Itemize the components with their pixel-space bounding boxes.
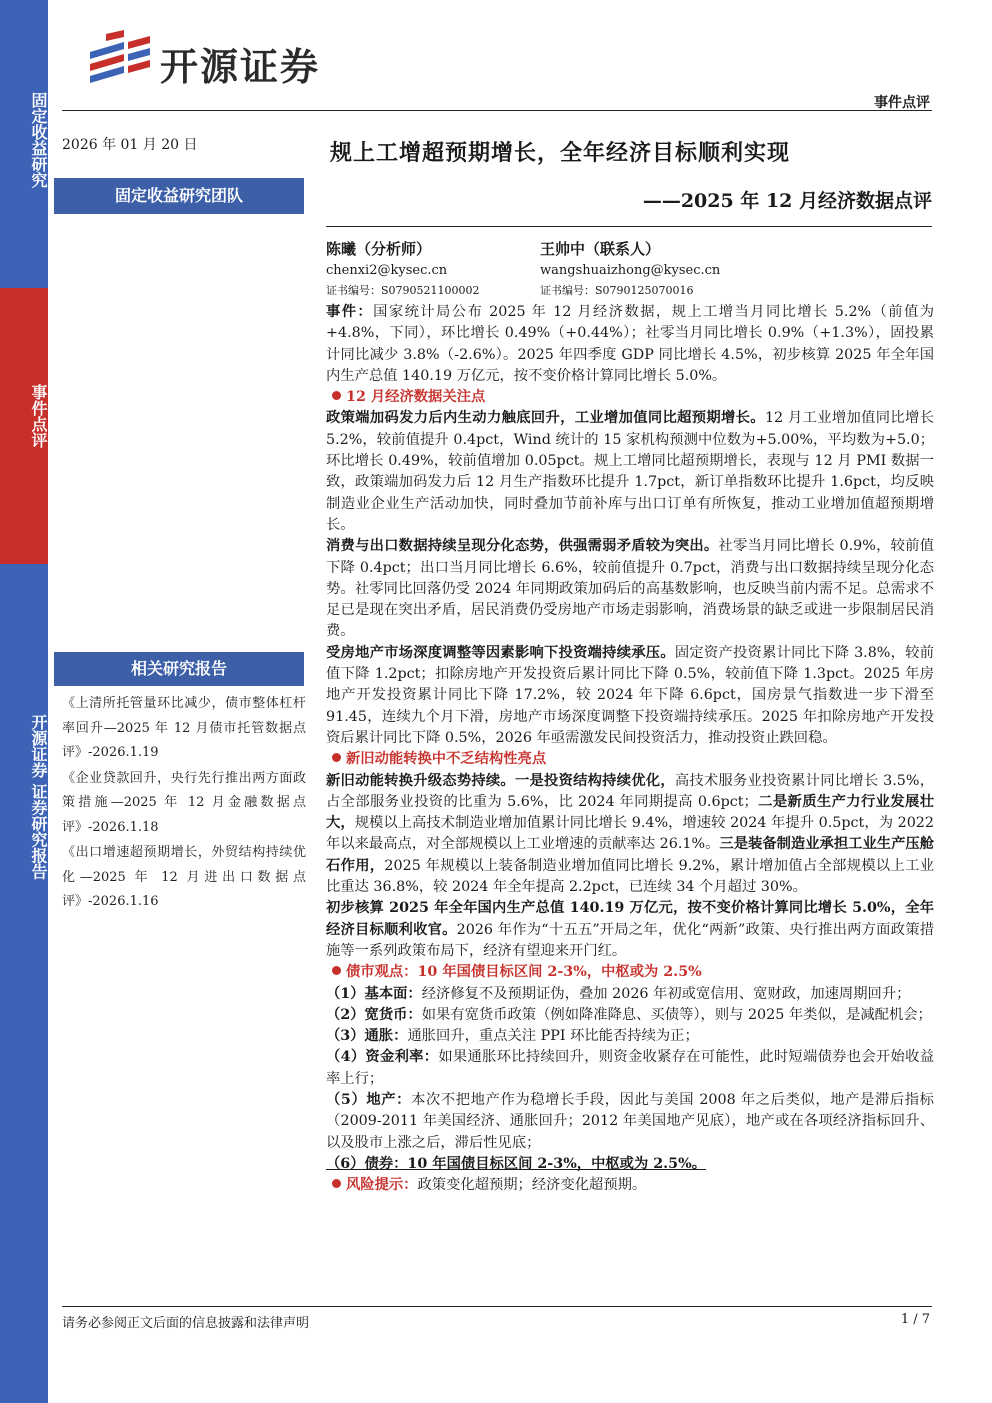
bullet-icon [332,966,341,975]
related-list [62,692,306,916]
related-heading: 相关研究报告 [54,652,304,686]
brand-name: 开源证券 [160,45,321,89]
section-title: 12 月经济数据关注点 [346,389,486,406]
paragraph-text: 高技术服务业投资累计同比增长 3.5%，占全部服务业投资的比重为 5.6%，比 2024 年同期提高 0.6pct； [326,772,934,810]
paragraph-lead: 新旧动能转换升级态势持续。一是投资结构持续优化， [326,772,675,789]
author-cert: 证书编号：S0790125070016 [540,284,694,297]
related-item[interactable]: 《上清所托管量环比减少，债市整体杠杆率回升—2025 年 12 月债市托管数据点评》-2026.1.19 [62,696,306,760]
view-label: （2）宽货币： [326,1006,422,1023]
view-label: （5）地产： [326,1091,412,1108]
author-cert: 证书编号：S0790521100002 [326,284,480,297]
report-type: 事件点评 [874,95,930,111]
bullet-icon [332,1179,341,1188]
report-subtitle: ——2025 年 12 月经济数据点评 [642,190,932,212]
section-heading [326,962,934,983]
brand-logo [84,30,384,88]
view-item [326,984,934,1005]
sidebar-label-top: 固定收益研究 [29,92,48,188]
paragraph-lead: 初步核算 2025 年全年国内生产总值 140.19 万亿元，按不变价格计算同比增长 5.0%，全年经济目标顺利收官。 [326,900,934,938]
paragraph-text: 固定资产投资累计同比下降 3.8%，较前值下降 1.2pct；扣除房地产开发投资后累计同比下降 0.5%，较前值下降 1.3pct。2025 年房地产开发投资累计同比下降 17.2%，较 2024 年下降 6.6pct，国房景气指数进一步下滑至 91.45，连续九个月下滑，房地产市场深度调整下投资端持续承压。2025 年扣除房地产开发投资后累计同比下降 0.5%，2026 年亟需激发民间投资活力，推动投资止跌回稳。 [326,644,934,746]
report-date: 2026 年 01 月 20 日 [62,137,198,153]
view-text: 本次不把地产作为稳增长手段，因此与美国 2008 年之后类似，地产是滞后指标（2009-2011 年美国经济、通胀回升；2012 年美国地产见底），地产或在各项经济指标回升、以及股市上涨之后，滞后性见底； [326,1091,934,1151]
view-label: （1）基本面： [326,985,422,1002]
view-item [326,1005,934,1026]
sidebar [0,0,48,1403]
section-title: 新旧动能转换中不乏结构性亮点 [346,751,547,768]
paragraph [326,898,934,962]
team-label: 固定收益研究团队 [54,178,304,214]
author-card [540,238,760,300]
risk-text: 政策变化超预期；经济变化超预期。 [417,1177,647,1194]
paragraph-text: 2026 年作为“十五五”开局之年，优化“两新”政策、央行推出两方面政策措施等一系列政策布局下，经济有望迎来开门红。 [326,921,935,959]
paragraph [326,536,934,642]
risk-paragraph [326,1175,934,1196]
paragraph-lead: 三是装备制造业承担工业生产压舱石作用， [326,836,935,874]
view-conclusion: （6）债券：10 年国债目标区间 2-3%，中枢或为 2.5%。 [326,1155,706,1172]
event-paragraph [326,302,934,387]
author-card [326,238,546,300]
header-divider [62,110,932,111]
authors [326,238,936,302]
view-item [326,1047,934,1090]
sidebar-label-bottom: 开源证券 证券研究报告 [29,714,48,880]
author-email[interactable]: wangshuaizhong@kysec.cn [540,263,721,278]
related-item[interactable]: 《出口增速超预期增长，外贸结构持续优化—2025 年 12 月进出口数据点评》-2026.1.16 [62,845,306,909]
bullet-icon [332,753,341,762]
paragraph-text: 2025 年规模以上装备制造业增加值同比增长 9.2%，累计增加值占全部规模以上工业比重达 36.8%，较 2024 年全年提高 2.2pct，已连续 34 个月超过 30%。 [326,857,935,896]
footer-divider [62,1306,932,1307]
paragraph [326,771,934,899]
view-item [326,1090,934,1154]
view-label: （4）资金利率： [326,1049,439,1066]
report-title: 规上工增超预期增长，全年经济目标顺利实现 [330,140,791,166]
paragraph-text: 12 月工业增加值同比增长 5.2%，较前值提升 0.4pct，Wind 统计的 15 家机构预测中位数为+5.00%，平均数为+5.0；环比增长 0.49%，较前值增加 0.05pct。规上工增同比超预期增长，表现与 12 月 PMI 数据一致，政策端加码发力后 12 月生产指数环比提升 1.7pct，新订单指数环比提升 1.6pct，均反映制造业企业生产活动加快，同时叠加节前补库与出口订单有所恢复，推动工业增加值超预期增长。 [326,410,934,533]
paragraph [326,643,934,749]
kaiyuan-logo-icon [84,30,154,88]
view-text: 如果通胀环比持续回升，则资金收紧存在可能性，此时短端债券也会开始收益率上行； [326,1049,934,1087]
section-heading [326,387,934,408]
page-number: 1 / 7 [900,1312,930,1327]
event-text: 国家统计局公布 2025 年 12 月经济数据，规上工增当月同比增长 5.2%（前值为+4.8%，下同），环比增长 0.49%（+0.44%）；社零当月同比增长 0.9%（+1.3%），固投累计同比减少 3.8%（-2.6%）。2025 年四季度 GDP 同比增长 4.5%，初步核算 2025 年全年国内生产总值 140.19 万亿元，按不变价格计算同比增长 5.0%。 [326,304,934,384]
view-item [326,1026,934,1047]
footer-disclaimer[interactable]: 请务必参阅正文后面的信息披露和法律声明 [62,1316,310,1331]
paragraph-lead: 受房地产市场深度调整等因素影响下投资端持续承压。 [326,644,675,661]
bullet-icon [332,391,341,400]
author-name: 王帅中（联系人） [540,240,661,258]
view-item [326,1154,934,1175]
title-divider [326,226,932,227]
paragraph-text: 社零当月同比增长 0.9%，较前值下降 0.4pct；出口当月同比增长 6.6%，较前值提升 0.7pct，消费与出口数据持续呈现分化态势。社零同比回落仍受 2024 年同期政策加码后的高基数影响，也反映当前内需不足。总需求不足已是现在突出矛盾，居民消费仍受房地产市场走弱影响，消费场景的缺乏或进一步限制居民消费。 [326,538,934,640]
related-item[interactable]: 《企业贷款回升，央行先行推出两方面政策措施—2025 年 12 月金融数据点评》-2026.1.18 [62,770,306,835]
sidebar-label-mid: 事件点评 [29,384,48,448]
paragraph-lead: 二是新质生产力行业发展壮大， [326,793,934,832]
paragraph [326,408,934,536]
view-text: 如果有宽货币政策（例如降准降息、买债等），则与 2025 年类似，是减配机会； [421,1006,932,1023]
paragraph-lead: 政策端加码发力后内生动力触底回升，工业增加值同比超预期增长。 [326,410,765,427]
event-label: 事件： [326,304,374,320]
paragraph-text: 规模以上高技术制造业增加值累计同比增长 9.4%，增速较 2024 年提升 0.5pct，为 2022 年以来最高点，对全部规模以上工业增速的贡献率达 26.1%。 [326,815,935,853]
view-text: 通胀回升，重点关注 PPI 环比能否持续为正； [407,1028,699,1045]
section-heading [326,749,934,770]
author-email[interactable]: chenxi2@kysec.cn [326,263,448,278]
view-label: （3）通胀： [326,1028,408,1045]
report-body [326,302,934,1196]
section-title: 债市观点：10 年国债目标区间 2-3%，中枢或为 2.5% [346,964,702,981]
author-name: 陈曦（分析师） [326,240,432,258]
risk-label: 风险提示： [346,1177,418,1194]
view-text: 经济修复不及预期证伪，叠加 2026 年初或宽信用、宽财政，加速周期回升； [421,985,911,1002]
paragraph-lead: 消费与出口数据持续呈现分化态势，供强需弱矛盾较为突出。 [326,538,719,555]
